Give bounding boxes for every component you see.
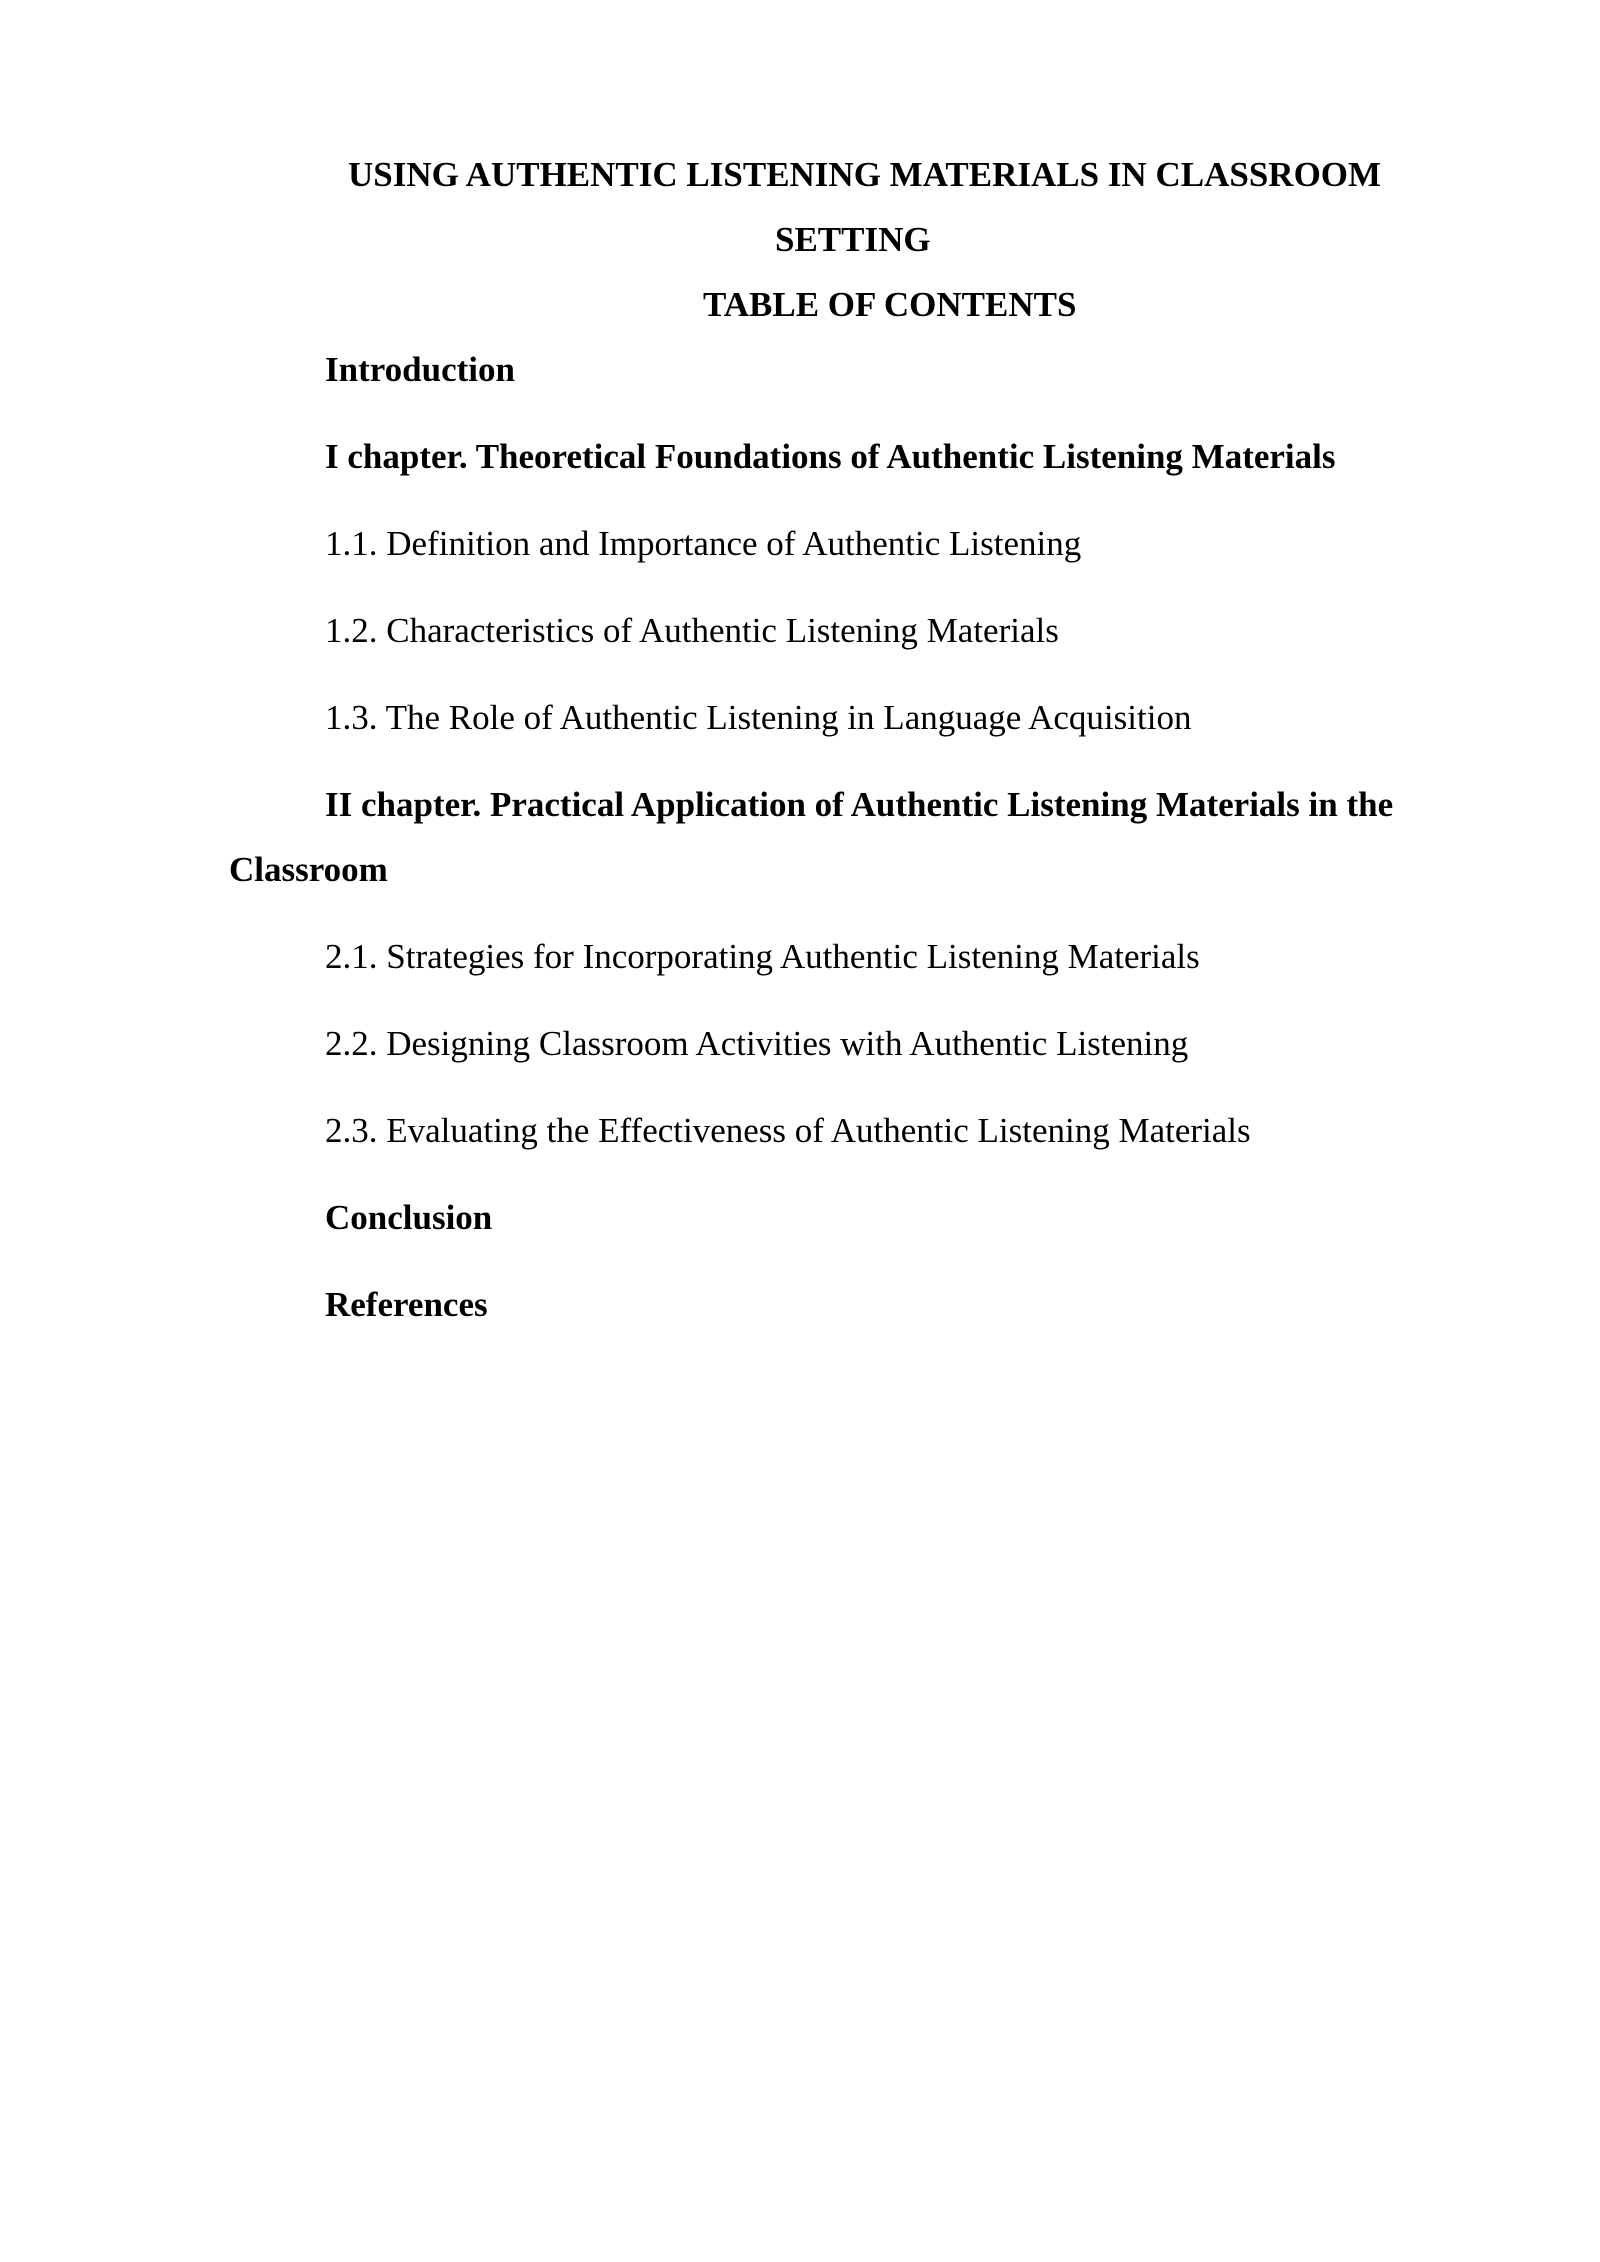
toc-entry-section-1-3: 1.3. The Role of Authentic Listening in Language Acquisition: [325, 698, 1192, 737]
document-title-line-1: USING AUTHENTIC LISTENING MATERIALS IN CLASSROOM: [348, 155, 1382, 194]
toc-entry-chapter-2-line-2: Classroom: [229, 850, 388, 889]
toc-entry-section-2-1: 2.1. Strategies for Incorporating Authentic Listening Materials: [325, 937, 1200, 976]
toc-entry-introduction: Introduction: [325, 350, 515, 389]
toc-entry-chapter-1: I chapter. Theoretical Foundations of Authentic Listening Materials: [325, 437, 1336, 476]
document-title-line-2: SETTING: [775, 220, 931, 259]
toc-entry-references: References: [325, 1285, 488, 1324]
toc-entry-section-1-1: 1.1. Definition and Importance of Authentic Listening: [325, 524, 1082, 563]
toc-entry-section-2-2: 2.2. Designing Classroom Activities with Authentic Listening: [325, 1024, 1189, 1063]
toc-entry-section-1-2: 1.2. Characteristics of Authentic Listening Materials: [325, 611, 1059, 650]
toc-entry-section-2-3: 2.3. Evaluating the Effectiveness of Authentic Listening Materials: [325, 1111, 1251, 1150]
toc-entry-conclusion: Conclusion: [325, 1198, 493, 1237]
toc-heading: TABLE OF CONTENTS: [703, 285, 1077, 324]
toc-entry-chapter-2-line-1: II chapter. Practical Application of Authentic Listening Materials in the: [325, 785, 1394, 824]
